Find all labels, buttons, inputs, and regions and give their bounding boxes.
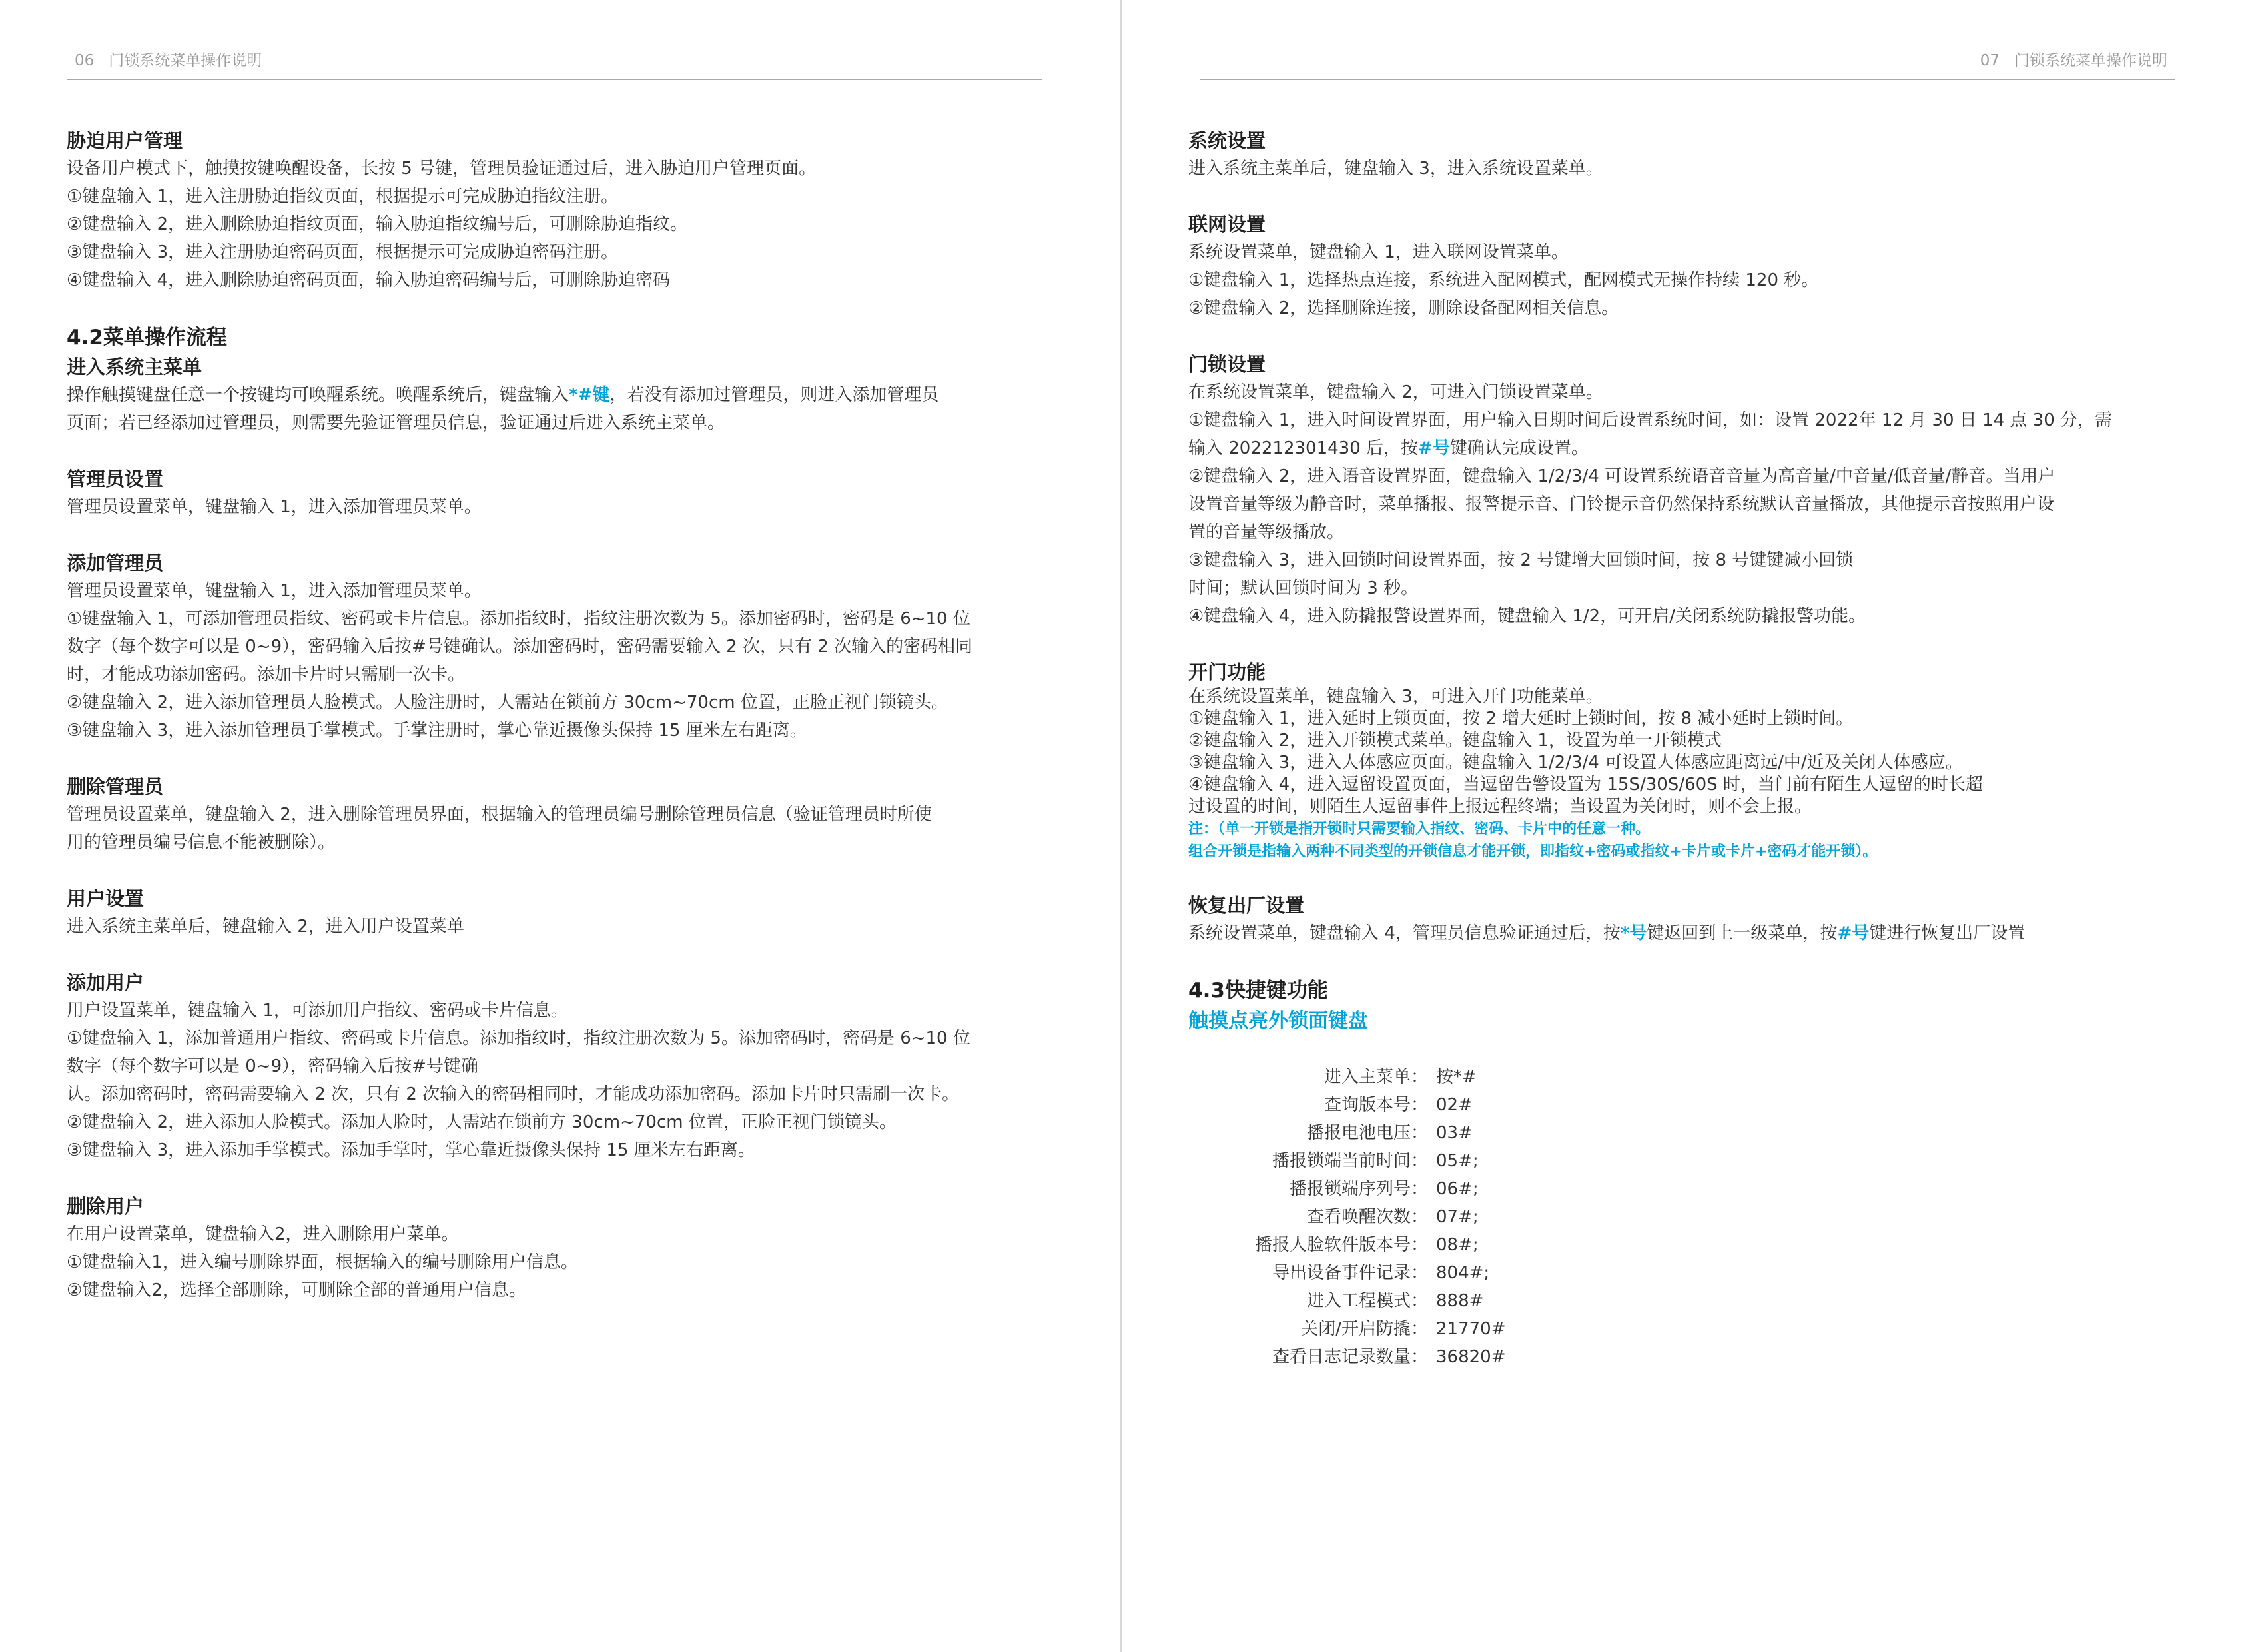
section-factory-reset: [1188, 891, 2167, 947]
section-shortcuts: [1188, 975, 2167, 1371]
section-user-settings: [67, 885, 1046, 941]
section-title: 用户设置: [67, 887, 145, 910]
right-content: [1188, 127, 2167, 1399]
shortcut-code: 05#;: [1436, 1151, 1479, 1171]
section-admin-settings: [67, 465, 1046, 521]
shortcut-label: 查询版本号：: [1323, 1095, 1428, 1115]
paragraph-line: ①键盘输入 1，进入注册胁迫指纹页面，根据提示可完成胁迫指纹注册。: [67, 187, 619, 206]
section-network-settings: [1188, 210, 2167, 322]
paragraph-line: 设置音量等级为静音时，菜单播报、报警提示音、门铃提示音仍然保持系统默认音量播放，其他提示音按照用户设: [1188, 494, 2055, 514]
left-header-title: 门锁系统菜单操作说明: [109, 52, 262, 69]
shortcut-row: [1215, 1091, 2167, 1119]
paragraph-line: 时间；默认回锁时间为 3 秒。: [1188, 578, 1419, 598]
section-title: 管理员设置: [67, 468, 164, 490]
left-page-number: 06: [75, 52, 95, 69]
paragraph-line: [67, 381, 1046, 409]
shortcut-row: [1215, 1315, 2167, 1343]
paragraph-line: ①键盘输入 1，选择热点连接，系统进入配网模式，配网模式无操作持续 120 秒。: [1188, 270, 1819, 290]
right-page: [1121, 0, 2242, 1652]
left-content: [67, 127, 1046, 1332]
paragraph-line: ③键盘输入 3，进入添加手掌模式。添加手掌时，掌心靠近摄像头保持 15 厘米左右距离。: [67, 1140, 755, 1160]
shortcut-code: 07#;: [1436, 1207, 1479, 1227]
paragraph-line: 置的音量等级播放。: [1188, 522, 1345, 542]
paragraph-line: ②键盘输入 2，选择删除连接，删除设备配网相关信息。: [1188, 298, 1619, 318]
section-lock-settings: [1188, 350, 2167, 630]
paragraph-line: ①键盘输入 1，进入时间设置界面，用户输入日期时间后设置系统时间，如：设置 2022年 12 月 30 日 14 点 30 分，需: [1188, 410, 2113, 430]
paragraph-line: ①键盘输入 1，可添加管理员指纹、密码或卡片信息。添加指纹时，指纹注册次数为 5。添加密码时，密码是 6~10 位: [67, 609, 970, 629]
paragraph-line: 数字（每个数字可以是 0~9），密码输入后按#号键确: [67, 1056, 478, 1076]
shortcut-row: [1215, 1119, 2167, 1147]
paragraph-line: ②键盘输入 2，进入添加人脸模式。添加人脸时，人需站在锁前方 30cm~70cm 位置，正脸正视门锁镜头。: [67, 1112, 897, 1132]
shortcut-code: 06#;: [1436, 1179, 1479, 1199]
section-delete-user: [67, 1192, 1046, 1304]
shortcut-row: [1215, 1063, 2167, 1091]
section-title: 添加用户: [67, 971, 145, 994]
section-title: 开门功能: [1188, 661, 1266, 683]
shortcut-row: [1215, 1343, 2167, 1371]
text-run: ，若没有添加过管理员，则进入添加管理员: [609, 385, 939, 405]
left-header-rule: [67, 79, 1042, 80]
paragraph-line: ①键盘输入 1，添加普通用户指纹、密码或卡片信息。添加指纹时，指纹注册次数为 5。添加密码时，密码是 6~10 位: [67, 1029, 970, 1048]
paragraph-line: ②键盘输入 2，进入添加管理员人脸模式。人脸注册时，人需站在锁前方 30cm~70cm 位置，正脸正视门锁镜头。: [67, 693, 948, 713]
shortcut-label: 导出设备事件记录：: [1272, 1263, 1428, 1283]
text-run: 键进行恢复出厂设置: [1869, 923, 2026, 943]
paragraph-line: 管理员设置菜单，键盘输入 2，进入删除管理员界面，根据输入的管理员编号删除管理员信息（验证管理员时所使: [67, 805, 932, 825]
shortcut-label: 播报锁端序列号：: [1289, 1179, 1428, 1199]
paragraph-line: 进入系统主菜单后，键盘输入 2，进入用户设置菜单: [67, 917, 464, 937]
paragraph-line: 在系统设置菜单，键盘输入 3，可进入开门功能菜单。: [1188, 687, 1603, 707]
paragraph-line: 在系统设置菜单，键盘输入 2，可进入门锁设置菜单。: [1188, 382, 1603, 402]
paragraph-line: ①键盘输入1，进入编号删除界面，根据输入的编号删除用户信息。: [67, 1252, 578, 1272]
paragraph-line: ④键盘输入 4，进入删除胁迫密码页面，输入胁迫密码编号后，可删除胁迫密码: [67, 270, 671, 290]
shortcut-row: [1215, 1287, 2167, 1315]
section-title: 进入系统主菜单: [67, 356, 202, 378]
shortcut-label: 进入工程模式：: [1306, 1291, 1428, 1311]
shortcut-row: [1215, 1147, 2167, 1175]
section-delete-admin: [67, 773, 1046, 857]
shortcut-row: [1215, 1231, 2167, 1259]
paragraph-line: ②键盘输入 2，进入语音设置界面，键盘输入 1/2/3/4 可设置系统语音音量为高音量/中音量/低音量/静音。当用户: [1188, 466, 2055, 486]
section-title: 删除管理员: [67, 775, 164, 798]
paragraph-line: ④键盘输入 4，进入防撬报警设置界面，键盘输入 1/2，可开启/关闭系统防撬报警功能。: [1188, 606, 1866, 626]
shortcut-code: 08#;: [1436, 1235, 1479, 1255]
section-add-admin: [67, 549, 1046, 745]
section-subtitle: 触摸点亮外锁面键盘: [1188, 1009, 1368, 1032]
highlight-key: *号: [1620, 923, 1647, 943]
shortcut-label: 播报电池电压：: [1306, 1123, 1428, 1143]
section-title: 联网设置: [1188, 213, 1266, 236]
text-run: 操作触摸键盘任意一个按键均可唤醒系统。唤醒系统后，键盘输入: [67, 385, 569, 405]
shortcut-code: 按*#: [1436, 1067, 1477, 1087]
paragraph-line: 管理员设置菜单，键盘输入 1，进入添加管理员菜单。: [67, 497, 482, 517]
paragraph-line: ③键盘输入 3，进入注册胁迫密码页面，根据提示可完成胁迫密码注册。: [67, 242, 619, 262]
shortcut-code: 21770#: [1436, 1319, 1506, 1339]
text-run: 输入 202212301430 后，按: [1188, 438, 1419, 458]
paragraph-line: 设备用户模式下，触摸按键唤醒设备，长按 5 号键，管理员验证通过后，进入胁迫用户管理页面。: [67, 159, 817, 179]
section-title: 添加管理员: [67, 552, 164, 574]
shortcut-label: 进入主菜单：: [1323, 1067, 1428, 1087]
section-title: 胁迫用户管理: [67, 129, 183, 152]
paragraph-line: [1188, 434, 2167, 462]
paragraph-line: ②键盘输入 2，进入删除胁迫指纹页面，输入胁迫指纹编号后，可删除胁迫指纹。: [67, 214, 688, 234]
right-page-header: [1980, 48, 2167, 80]
paragraph-line: 时，才能成功添加密码。添加卡片时只需刷一次卡。: [67, 665, 466, 685]
section-title: 删除用户: [67, 1195, 145, 1218]
highlight-key: #号: [1418, 438, 1450, 458]
text-run: 键返回到上一级菜单，按: [1647, 923, 1838, 943]
paragraph-line: 进入系统主菜单后，键盘输入 3，进入系统设置菜单。: [1188, 159, 1603, 179]
paragraph-line: [1188, 919, 2167, 947]
paragraph-line: 在用户设置菜单，键盘输入2，进入删除用户菜单。: [67, 1224, 459, 1244]
right-page-number: 07: [1980, 52, 2000, 69]
paragraph-line: ④键盘输入 4，进入逗留设置页面，当逗留告警设置为 15S/30S/60S 时，当门前有陌生人逗留的时长超: [1188, 775, 1983, 795]
shortcut-row: [1215, 1259, 2167, 1287]
chapter-title: 4.2菜单操作流程: [67, 326, 227, 350]
shortcut-label: 关闭/开启防撬：: [1301, 1319, 1428, 1339]
right-header-rule: [1200, 79, 2175, 80]
shortcut-label: 播报人脸软件版本号：: [1254, 1235, 1428, 1255]
left-page-header: [75, 48, 262, 80]
paragraph-line: 管理员设置菜单，键盘输入 1，进入添加管理员菜单。: [67, 581, 482, 601]
shortcut-row: [1215, 1175, 2167, 1203]
section-system-settings: [1188, 127, 2167, 183]
text-run: 系统设置菜单，键盘输入 4，管理员信息验证通过后，按: [1188, 923, 1621, 943]
paragraph-line: ②键盘输入 2，进入开锁模式菜单。键盘输入 1，设置为单一开锁模式: [1188, 731, 1722, 751]
text-run: 键确认完成设置。: [1449, 438, 1589, 458]
shortcut-code: 36820#: [1436, 1347, 1506, 1367]
paragraph-line: ③键盘输入 3，进入回锁时间设置界面，按 2 号键增大回锁时间，按 8 号键键减小回锁: [1188, 550, 1854, 570]
section-add-user: [67, 969, 1046, 1164]
shortcut-label: 播报锁端当前时间：: [1272, 1151, 1428, 1171]
shortcut-code: 804#;: [1436, 1263, 1490, 1283]
paragraph-line: 系统设置菜单，键盘输入 1，进入联网设置菜单。: [1188, 242, 1569, 262]
shortcut-label: 查看日志记录数量：: [1272, 1347, 1428, 1367]
highlight-key: #号: [1837, 923, 1870, 943]
note-line: 注：（单一开锁是指开锁时只需要输入指纹、密码、卡片中的任意一种。: [1188, 821, 1651, 837]
section-open-door: [1188, 658, 2167, 863]
paragraph-line: 数字（每个数字可以是 0~9），密码输入后按#号键确认。添加密码时，密码需要输入 2 次，只有 2 次输入的密码相同: [67, 637, 973, 657]
note-line: 组合开锁是指输入两种不同类型的开锁信息才能开锁，即指纹+密码或指纹+卡片或卡片+密码才能开锁）。: [1188, 843, 1878, 860]
shortcut-row: [1215, 1203, 2167, 1231]
paragraph-line: ②键盘输入2，选择全部删除，可删除全部的普通用户信息。: [67, 1280, 526, 1300]
shortcut-label: 查看唤醒次数：: [1306, 1207, 1428, 1227]
paragraph-line: ③键盘输入 3，进入人体感应页面。键盘输入 1/2/3/4 可设置人体感应距离远/中/近及关闭人体感应。: [1188, 753, 1963, 773]
highlight-key: *#键: [569, 385, 610, 405]
section-enter-main-menu: [67, 322, 1046, 437]
paragraph-line: ①键盘输入 1，进入延时上锁页面，按 2 增大延时上锁时间，按 8 减小延时上锁时间。: [1188, 709, 1854, 729]
paragraph-line: ③键盘输入 3，进入添加管理员手掌模式。手掌注册时，掌心靠近摄像头保持 15 厘米左右距离。: [67, 721, 807, 741]
section-title: 门锁设置: [1188, 353, 1266, 376]
paragraph-line: 页面；若已经添加过管理员，则需要先验证管理员信息，验证通过后进入系统主菜单。: [67, 413, 725, 433]
chapter-title: 4.3快捷键功能: [1188, 979, 1328, 1003]
shortcut-code: 03#: [1436, 1123, 1473, 1143]
section-duress-user: [67, 127, 1046, 294]
paragraph-line: 用户设置菜单，键盘输入 1，可添加用户指纹、密码或卡片信息。: [67, 1001, 568, 1021]
paragraph-line: 用的管理员编号信息不能被删除）。: [67, 833, 336, 853]
right-header-title: 门锁系统菜单操作说明: [2014, 52, 2167, 69]
section-title: 恢复出厂设置: [1188, 894, 1305, 917]
shortcut-list: [1215, 1063, 2167, 1371]
section-title: 系统设置: [1188, 129, 1266, 152]
shortcut-code: 02#: [1436, 1095, 1473, 1115]
paragraph-line: 过设置的时间，则陌生人逗留事件上报远程终端；当设置为关闭时，则不会上报。: [1188, 797, 1812, 817]
shortcut-code: 888#: [1436, 1291, 1484, 1311]
paragraph-line: 认。添加密码时，密码需要输入 2 次，只有 2 次输入的密码相同时，才能成功添加密码。添加卡片时只需刷一次卡。: [67, 1084, 960, 1104]
